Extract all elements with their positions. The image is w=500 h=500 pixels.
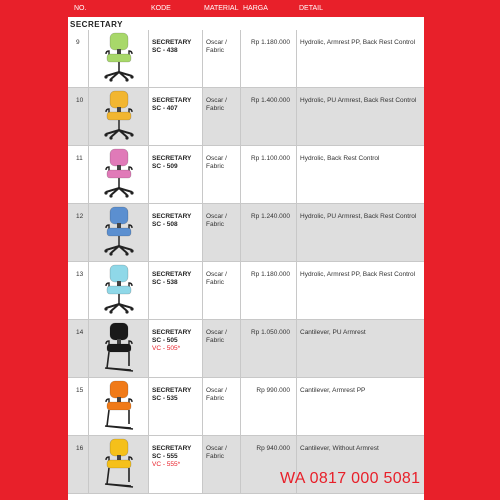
cell-detail [296,204,424,261]
cell-material [202,436,240,493]
header-detail: DETAIL [299,5,323,12]
price-text: Rp 1.400.000 [250,97,290,104]
cell-detail [296,88,424,145]
cell-image [88,30,148,87]
catalog-sheet [68,0,424,500]
product-code: SC - 555 [152,453,178,460]
material-text: Oscar / Fabric [206,329,227,344]
cell-image [88,320,148,377]
cell-no [68,88,88,145]
cell-harga [240,262,296,319]
cell-kode [148,204,202,261]
row-number: 16 [76,445,84,452]
header-no: NO. [74,5,87,12]
cell-harga [240,204,296,261]
detail-text: Cantilever, PU Armrest [300,329,366,336]
detail-text: Cantilever, Armrest PP [300,387,366,394]
product-code: SC - 505 [152,337,178,344]
chair-image [101,438,137,492]
row-number: 13 [76,271,84,278]
cell-harga [240,30,296,87]
cell-image [88,262,148,319]
product-type: SECRETARY [152,271,192,278]
chair-image [101,264,137,318]
cell-image [88,88,148,145]
cell-detail [296,146,424,203]
alt-code: VC - 505* [152,345,181,352]
product-code: SC - 438 [152,47,178,54]
table-row [68,262,424,320]
row-number: 14 [76,329,84,336]
cell-material [202,378,240,435]
alt-code: VC - 555* [152,461,181,468]
cell-kode [148,378,202,435]
detail-text: Hydrolic, PU Armrest, Back Rest Control [300,97,417,104]
material-text: Oscar / Fabric [206,155,227,170]
cell-no [68,204,88,261]
chair-image [101,322,137,376]
cell-image [88,378,148,435]
price-text: Rp 1.180.000 [250,39,290,46]
material-text: Oscar / Fabric [206,271,227,286]
price-text: Rp 940.000 [256,445,290,452]
product-type: SECRETARY [152,97,192,104]
cell-material [202,146,240,203]
table-row [68,146,424,204]
section-title: SECRETARY [70,20,123,29]
cell-harga [240,320,296,377]
cell-material [202,88,240,145]
table-row [68,30,424,88]
cell-kode [148,88,202,145]
table-row [68,204,424,262]
cell-no [68,30,88,87]
price-text: Rp 990.000 [256,387,290,394]
row-number: 10 [76,97,84,104]
header-kode: KODE [151,5,171,12]
detail-text: Hydrolic, Back Rest Control [300,155,380,162]
product-code: SC - 535 [152,395,178,402]
cell-material [202,204,240,261]
product-type: SECRETARY [152,155,192,162]
price-text: Rp 1.100.000 [250,155,290,162]
cell-kode [148,436,202,493]
product-code: SC - 508 [152,221,178,228]
cell-detail [296,30,424,87]
material-text: Oscar / Fabric [206,97,227,112]
product-type: SECRETARY [152,445,192,452]
price-text: Rp 1.050.000 [250,329,290,336]
row-number: 15 [76,387,84,394]
price-text: Rp 1.240.000 [250,213,290,220]
cell-kode [148,320,202,377]
cell-kode [148,262,202,319]
row-number: 12 [76,213,84,220]
chair-image [101,380,137,434]
detail-text: Hydrolic, Armrest PP, Back Rest Control [300,271,416,278]
product-type: SECRETARY [152,213,192,220]
chair-image [101,32,137,86]
cell-no [68,378,88,435]
cell-kode [148,30,202,87]
table-row [68,378,424,436]
header-harga: HARGA [243,5,268,12]
table-row [68,88,424,146]
product-code: SC - 407 [152,105,178,112]
product-type: SECRETARY [152,39,192,46]
price-text: Rp 1.180.000 [250,271,290,278]
product-table [68,30,424,494]
detail-text: Hydrolic, PU Armrest, Back Rest Control [300,213,417,220]
material-text: Oscar / Fabric [206,39,227,54]
product-type: SECRETARY [152,387,192,394]
cell-image [88,436,148,493]
material-text: Oscar / Fabric [206,213,227,228]
material-text: Oscar / Fabric [206,387,227,402]
product-code: SC - 538 [152,279,178,286]
table-row [68,320,424,378]
cell-kode [148,146,202,203]
cell-detail [296,262,424,319]
row-number: 9 [76,39,80,46]
chair-image [101,90,137,144]
cell-image [88,146,148,203]
row-number: 11 [76,155,83,162]
cell-detail [296,320,424,377]
product-type: SECRETARY [152,329,192,336]
whatsapp-contact: WA 0817 000 5081 [280,470,421,487]
detail-text: Cantilever, Without Armrest [300,445,379,452]
material-text: Oscar / Fabric [206,445,227,460]
cell-material [202,320,240,377]
cell-material [202,262,240,319]
cell-no [68,262,88,319]
cell-no [68,320,88,377]
chair-image [101,148,137,202]
cell-image [88,204,148,261]
table-header [68,0,424,17]
cell-harga [240,378,296,435]
product-code: SC - 509 [152,163,178,170]
cell-no [68,436,88,493]
header-material: MATERIAL [204,5,239,12]
detail-text: Hydrolic, Armrest PP, Back Rest Control [300,39,416,46]
cell-material [202,30,240,87]
cell-detail [296,378,424,435]
cell-no [68,146,88,203]
cell-harga [240,88,296,145]
cell-harga [240,146,296,203]
chair-image [101,206,137,260]
